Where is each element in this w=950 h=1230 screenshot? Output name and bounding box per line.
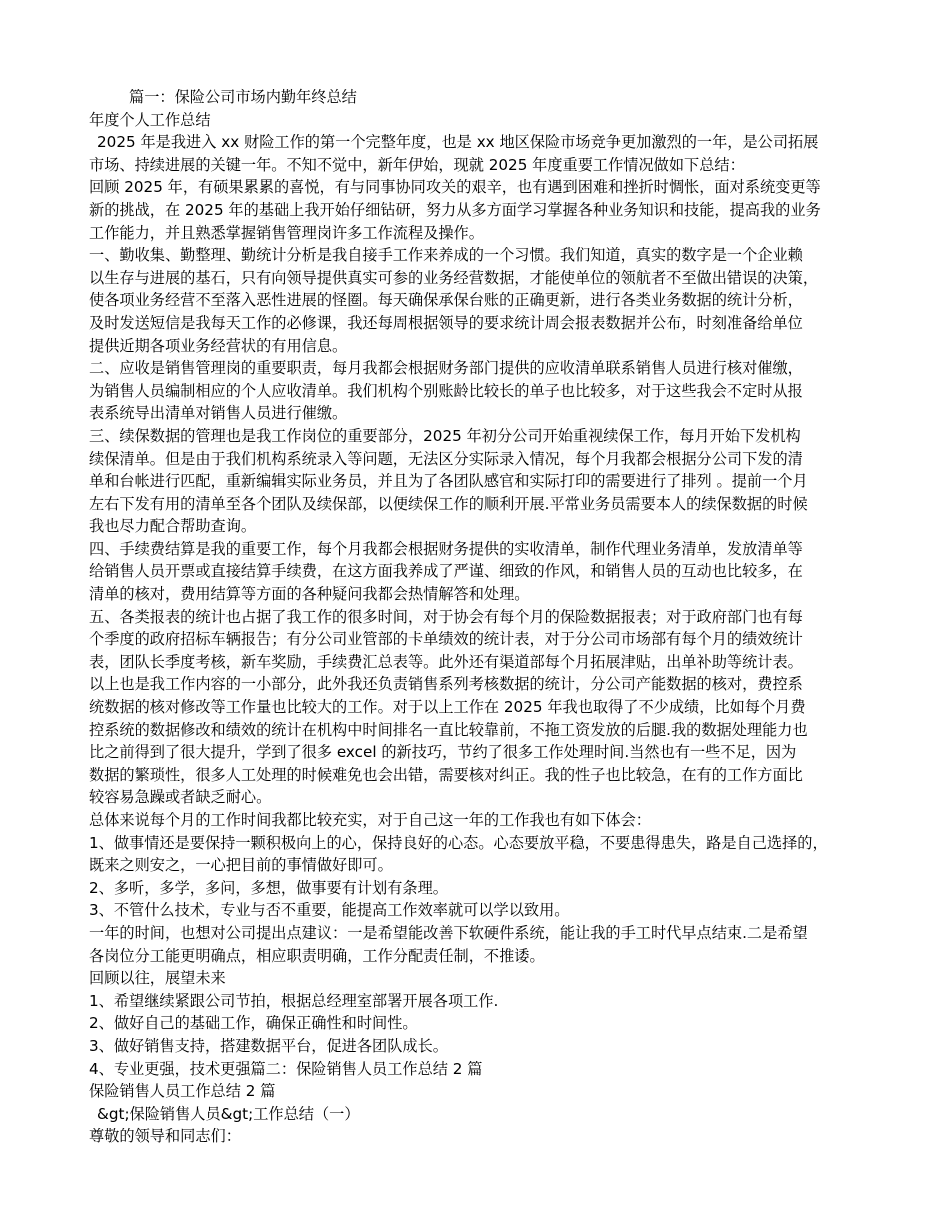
text-line: 提供近期各项业务经营状的有用信息。 [89,336,348,355]
text-line: 3、做好销售支持，搭建数据平台，促进各团队成长。 [89,1036,448,1055]
text-line: 2、做好自己的基础工作，确保正确性和时间性。 [89,1014,418,1033]
text-line: 三、续保数据的管理也是我工作岗位的重要部分，2025 年初分公司开始重视续保工作，每月开始下发机构 [89,426,801,445]
text-line: 使各项业务经营不至落入恶性进展的怪圈。每天确保承保台账的正确更新，进行各类业务数据的统计分析， [89,291,803,310]
text-line: 以上也是我工作内容的一小部分，此外我还负责销售系列考核数据的统计，分公司产能数据的核对，费控系 [89,675,803,694]
subtitle: 年度个人工作总结 [89,110,211,129]
text-line: 续保清单。但是由于我们机构系统录入等问题，无法区分实际录入情况，每个月我都会根据分公司下发的清 [89,449,803,468]
section-title: 篇一：保险公司市场内勤年终总结 [129,88,357,106]
text-line: 一、勤收集、勤整理、勤统计分析是我自接手工作来养成的一个习惯。我们知道，真实的数字是一个企业赖 [89,246,803,265]
text-line: 表系统导出清单对销售人员进行催缴。 [89,404,348,423]
text-line: 数据的繁琐性，很多人工处理的时候难免也会出错，需要核对纠正。我的性子也比较急，在有的工作方面比 [89,765,803,784]
text-line: 五、各类报表的统计也占据了我工作的很多时间，对于协会有每个月的保险数据报表；对于政府部门也有每 [89,607,803,626]
text-line: 为销售人员编制相应的个人应收清单。我们机构个别账龄比较长的单子也比较多，对于这些我会不定时从报 [89,381,803,400]
text-line: 四、手续费结算是我的重要工作，每个月我都会根据财务提供的实收清单，制作代理业务清单，发放清单等 [89,539,803,558]
text-line: 市场、持续进展的关键一年。不知不觉中，新年伊始，现就 2025 年度重要工作情况做如下总结： [89,155,745,174]
text-line: 清单的核对，费用结算等方面的各种疑问我都会热情解答和处理。 [89,585,530,604]
text-line: &gt;保险销售人员&gt;工作总结（一） [97,1104,360,1123]
text-line: 给销售人员开票或直接结算手续费，在这方面我养成了严谨、细致的作风，和销售人员的互动也比较多，在 [89,562,803,581]
text-line: 单和台帐进行匹配，重新编辑实际业务员，并且为了各团队感官和实际打印的需要进行了排列 。提前一个月 [89,472,808,491]
text-line: 回顾 2025 年，有硕果累累的喜悦，有与同事协同攻关的艰辛，也有遇到困难和挫折时惆怅，面对系统变更等 [89,178,821,197]
text-line: 统数据的核对修改等工作量也比较大的工作。对于以上工作在 2025 年我也取得了不少成绩，比如每个月费 [89,698,806,717]
text-line: 较容易急躁或者缺乏耐心。 [89,788,272,807]
text-line: 3、不管什么技术，专业与否不重要，能提高工作效率就可以学以致用。 [89,901,570,920]
text-line: 二、应收是销售管理岗的重要职责，每月我都会根据财务部门提供的应收清单联系销售人员进行核对催缴， [89,359,803,378]
text-line: 个季度的政府招标车辆报告；有分公司业管部的卡单绩效的统计表，对于分公司市场部有每个月的绩效统计 [89,630,803,649]
text-line: 4、专业更强，技术更强篇二：保险销售人员工作总结 2 篇 [89,1059,483,1078]
text-line: 表，团队长季度考核，新车奖励，手续费汇总表等。此外还有渠道部每个月拓展津贴，出单补助等统计表。 [89,652,803,671]
text-line: 总体来说每个月的工作时间我都比较充实，对于自己这一年的工作我也有如下体会： [89,811,651,829]
text-line: 1、做事情还是要保持一颗积极向上的心，保持良好的心态。心态要放平稳，不要患得患失，路是自己选择的， [89,833,828,852]
text-line: 尊敬的领导和同志们： [89,1127,241,1146]
text-line: 2025 年是我进入 xx 财险工作的第一个完整年度，也是 xx 地区保险市场竞争更加激烈的一年，是公司拓展 [97,133,819,152]
text-line: 各岗位分工能更明确点，相应职责明确，工作分配责任制，不推诿。 [89,946,545,965]
text-line: 工作能力，并且熟悉掌握销售管理岗许多工作流程及操作。 [89,223,484,242]
text-line: 保险销售人员工作总结 2 篇 [89,1082,276,1101]
text-line: 比之前得到了很大提升，学到了很多 excel 的新技巧，节约了很多工作处理时间.当然也有一些不足，因为 [89,743,797,762]
text-line: 一年的时间，也想对公司提出点建议：一是希望能改善下软硬件系统，能让我的手工时代早点结束.二是希望 [89,923,808,942]
text-line: 回顾以往，展望未来 [89,969,226,988]
document-body [89,86,861,1148]
text-line: 以生存与进展的基石，只有向领导提供真实可参的业务经营数据，才能使单位的领航者不至做出错误的决策， [89,268,818,287]
text-line: 左右下发有用的清单至各个团队及续保部，以便续保工作的顺利开展.平常业务员需要本人的续保数据的时候 [89,494,808,513]
text-line: 我也尽力配合帮助查询。 [89,517,257,536]
text-line: 2、多听，多学，多问，多想，做事要有计划有条理。 [89,878,448,897]
text-line: 既来之则安之，一心把目前的事情做好即可。 [89,856,393,875]
text-line: 控系统的数据修改和绩效的统计在机构中时间排名一直比较靠前，不拖工资发放的后腿.我的数据处理能力也 [89,720,808,739]
text-line: 新的挑战，在 2025 年的基础上我开始仔细钻研，努力从多方面学习掌握各种业务知识和技能，提高我的业务 [89,200,821,219]
text-line: 及时发送短信是我每天工作的必修课，我还每周根据领导的要求统计周会报表数据并公布，时刻准备给单位 [89,313,803,332]
text-line: 1、希望继续紧跟公司节拍，根据总经理室部署开展各项工作. [89,991,499,1010]
